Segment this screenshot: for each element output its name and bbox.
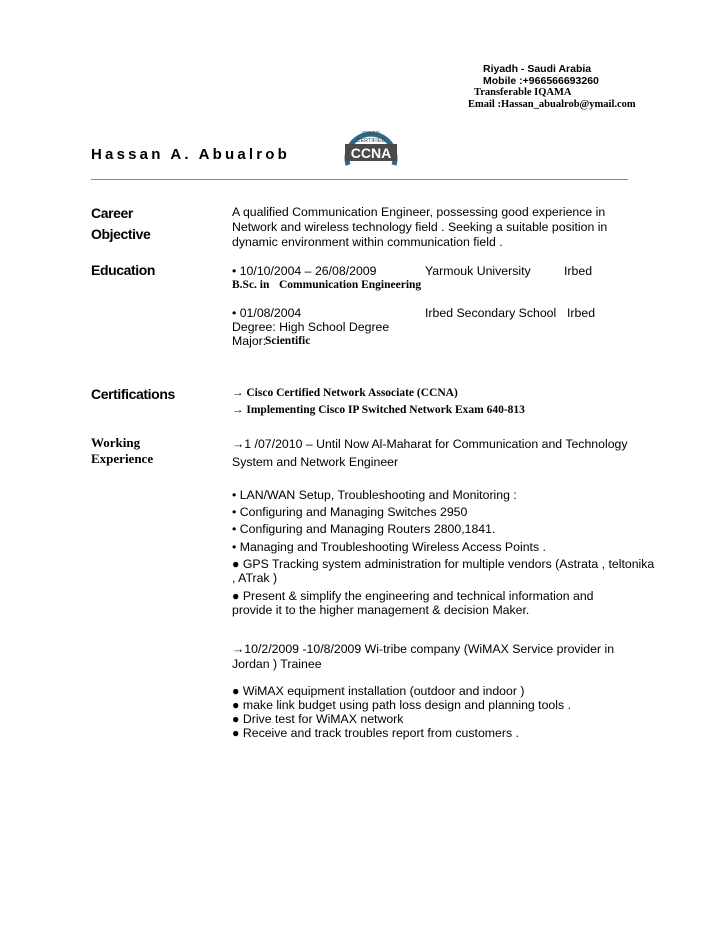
job1-title: System and Network Engineer [232, 455, 399, 469]
job2-line-2: Jordan ) Trainee [232, 657, 322, 671]
certifications-heading: Certifications [91, 386, 175, 402]
job1-duty: • Configuring and Managing Routers 2800,1841. [232, 522, 496, 536]
ccna-badge-icon [334, 121, 408, 176]
job1-line: →1 /07/2010 – Until Now Al-Maharat for Communication and Technology [232, 437, 628, 451]
badge-main-text: CCNA [350, 145, 392, 161]
edu1-degree-name: Communication Engineering [279, 279, 422, 291]
job2-duty: ● make link budget using path loss design and planning tools . [232, 698, 571, 712]
ccna-logo [334, 121, 408, 176]
edu2-major-value: Scientific [265, 335, 311, 347]
job1-duty: • Configuring and Managing Switches 2950 [232, 505, 468, 519]
job1-duty: provide it to the higher management & decision Maker. [232, 603, 530, 617]
header-divider [91, 179, 628, 180]
edu1-city: Irbed [564, 264, 593, 278]
edu1-institution: Yarmouk University [425, 264, 531, 278]
cert-item-2: → Implementing Cisco IP Switched Network Exam 640-813 [232, 404, 525, 416]
experience-heading-1: Working [91, 435, 141, 450]
contact-location: Riyadh - Saudi Arabia [483, 63, 592, 75]
career-line-2: Network and wireless technology field . Seeking a suitable position in [232, 220, 608, 234]
edu2-major-label: Major: [232, 334, 267, 348]
job1-duty: , ATrak ) [232, 571, 278, 585]
edu2-degree: Degree: High School Degree [232, 320, 390, 334]
job2-duty: ● WiMAX equipment installation (outdoor and indoor ) [232, 684, 525, 698]
career-line-3: dynamic environment within communication field . [232, 235, 503, 249]
contact-mobile: Mobile :+966566693260 [483, 75, 599, 87]
job1-duty: ● GPS Tracking system administration for multiple vendors (Astrata , teltonika [232, 557, 655, 571]
job2-duty: ● Drive test for WiMAX network [232, 712, 404, 726]
job1-duty: • Managing and Troubleshooting Wireless Access Points . [232, 540, 546, 554]
career-heading-1: Career [91, 205, 133, 221]
edu2-city: Irbed [567, 306, 596, 320]
edu1-dates: • 10/10/2004 – 26/08/2009 [232, 264, 377, 278]
job1-duty: ● Present & simplify the engineering and technical information and [232, 589, 594, 603]
edu1-degree-prefix: B.Sc. in [232, 279, 270, 291]
badge-top-text: CISCO [362, 131, 380, 137]
job2-duty: ● Receive and track troubles report from customers . [232, 726, 519, 740]
experience-heading-2: Experience [91, 451, 154, 466]
career-line-1: A qualified Communication Engineer, possessing good experience in [232, 205, 606, 219]
edu2-dates: • 01/08/2004 [232, 306, 302, 320]
job1-duty: • LAN/WAN Setup, Troubleshooting and Monitoring : [232, 488, 517, 502]
candidate-name: Hassan A. Abualrob [91, 146, 291, 163]
career-heading-2: Objective [91, 226, 151, 242]
badge-sub-text: CERTIFIED [356, 138, 386, 144]
contact-email: Email :Hassan_abualrob@ymail.com [468, 99, 636, 110]
cert-item-1: → Cisco Certified Network Associate (CCNA) [232, 387, 458, 399]
job2-line: →10/2/2009 -10/8/2009 Wi-tribe company (WiMAX Service provider in [232, 642, 615, 656]
contact-iqama: Transferable IQAMA [474, 87, 572, 98]
education-heading: Education [91, 262, 156, 278]
edu2-institution: Irbed Secondary School [425, 306, 557, 320]
